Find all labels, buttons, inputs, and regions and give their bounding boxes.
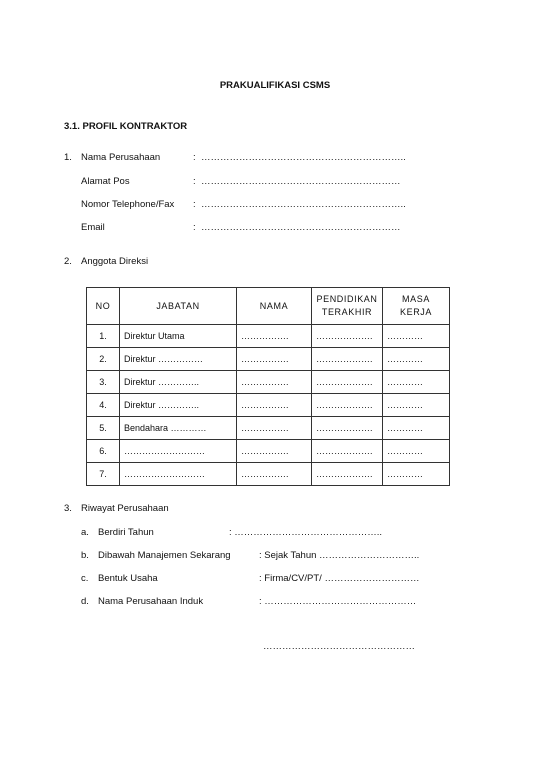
table-row [87, 325, 450, 348]
section-heading: 3.1. PROFIL KONTRAKTOR [64, 121, 188, 132]
subitem-value-manajemen[interactable]: : Sejak Tahun ………………………….. [259, 550, 420, 561]
header-pendidikan: PENDIDIKAN TERAKHIR [312, 288, 383, 325]
cell-jabatan[interactable]: Bendahara ………… [120, 417, 237, 440]
item1-number: 1. [64, 152, 72, 163]
cell-pendidikan[interactable]: ………………. [312, 417, 383, 440]
cell-pendidikan[interactable]: ………………. [312, 394, 383, 417]
cell-pendidikan[interactable]: ………………. [312, 440, 383, 463]
cell-jabatan[interactable]: Direktur ………….. [120, 394, 237, 417]
cell-no: 1. [87, 325, 120, 348]
field-label-nama-perusahaan: Nama Perusahaan [81, 152, 161, 163]
item3-label: Riwayat Perusahaan [81, 503, 169, 514]
cell-nama[interactable]: ……………. [237, 394, 312, 417]
page-title: PRAKUALIFIKASI CSMS [219, 80, 331, 91]
cell-pendidikan[interactable]: ………………. [312, 325, 383, 348]
direksi-table [86, 287, 450, 486]
subitem-label-perusahaan-induk: Nama Perusahaan Induk [98, 596, 204, 607]
cell-masa-kerja[interactable]: ………… [383, 417, 450, 440]
cell-no: 5. [87, 417, 120, 440]
subitem-letter-a: a. [81, 527, 89, 538]
header-jabatan: JABATAN [120, 288, 237, 325]
cell-no: 6. [87, 440, 120, 463]
table-row [87, 371, 450, 394]
cell-nama[interactable]: ……………. [237, 371, 312, 394]
cell-masa-kerja[interactable]: ………… [383, 371, 450, 394]
subitem-value-berdiri-tahun[interactable]: : ……………………………………….. [229, 527, 383, 538]
field-value-telephone-fax[interactable]: ……………………………………………………….. [201, 199, 406, 210]
subitem-value-bentuk-usaha[interactable]: : Firma/CV/PT/ ………………………… [259, 573, 420, 584]
subitem-label-manajemen: Dibawah Manajemen Sekarang [98, 550, 231, 561]
cell-masa-kerja[interactable]: ………… [383, 440, 450, 463]
cell-jabatan: Direktur Utama [120, 325, 237, 348]
field-value-nama-perusahaan[interactable]: ……………………………………………………….. [201, 152, 406, 163]
field-label-email: Email [81, 222, 105, 233]
subitem-value-perusahaan-induk[interactable]: : ………………………………………… [259, 596, 417, 607]
cell-nama[interactable]: ……………. [237, 417, 312, 440]
field-value-alamat-pos[interactable]: ……………………………………………………… [201, 176, 401, 187]
cell-no: 7. [87, 463, 120, 486]
table-row [87, 394, 450, 417]
cell-nama[interactable]: ……………. [237, 463, 312, 486]
subitem-letter-d: d. [81, 596, 89, 607]
header-nama: NAMA [237, 288, 312, 325]
field-value-email[interactable]: ……………………………………………………… [201, 222, 401, 233]
cell-nama[interactable]: ……………. [237, 348, 312, 371]
item3-number: 3. [64, 503, 72, 514]
continuation-line[interactable]: ………………………………………… [263, 641, 415, 652]
subitem-letter-b: b. [81, 550, 89, 561]
field-colon: : [193, 199, 196, 210]
table-row [87, 440, 450, 463]
cell-pendidikan[interactable]: ………………. [312, 348, 383, 371]
cell-no: 4. [87, 394, 120, 417]
item2-number: 2. [64, 256, 72, 267]
cell-no: 3. [87, 371, 120, 394]
table-row [87, 463, 450, 486]
subitem-letter-c: c. [81, 573, 89, 584]
table-row [87, 417, 450, 440]
field-label-telephone-fax: Nomor Telephone/Fax [81, 199, 175, 210]
cell-jabatan[interactable]: ……………………… [120, 463, 237, 486]
header-masa-kerja: MASA KERJA [383, 288, 450, 325]
field-colon: : [193, 152, 196, 163]
table-row [87, 348, 450, 371]
item2-label: Anggota Direksi [81, 256, 149, 267]
field-label-alamat-pos: Alamat Pos [81, 176, 130, 187]
cell-no: 2. [87, 348, 120, 371]
cell-pendidikan[interactable]: ………………. [312, 371, 383, 394]
subitem-label-berdiri-tahun: Berdiri Tahun [98, 527, 154, 538]
cell-masa-kerja[interactable]: ………… [383, 325, 450, 348]
field-colon: : [193, 176, 196, 187]
cell-jabatan[interactable]: Direktur …………… [120, 348, 237, 371]
header-no: NO [87, 288, 120, 325]
field-colon: : [193, 222, 196, 233]
cell-pendidikan[interactable]: ………………. [312, 463, 383, 486]
cell-nama[interactable]: ……………. [237, 440, 312, 463]
table-header-row [87, 288, 450, 325]
cell-nama[interactable]: ……………. [237, 325, 312, 348]
cell-masa-kerja[interactable]: ………… [383, 394, 450, 417]
cell-masa-kerja[interactable]: ………… [383, 348, 450, 371]
cell-jabatan[interactable]: Direktur ………….. [120, 371, 237, 394]
cell-masa-kerja[interactable]: ………… [383, 463, 450, 486]
cell-jabatan[interactable]: ……………………… [120, 440, 237, 463]
subitem-label-bentuk-usaha: Bentuk Usaha [98, 573, 158, 584]
